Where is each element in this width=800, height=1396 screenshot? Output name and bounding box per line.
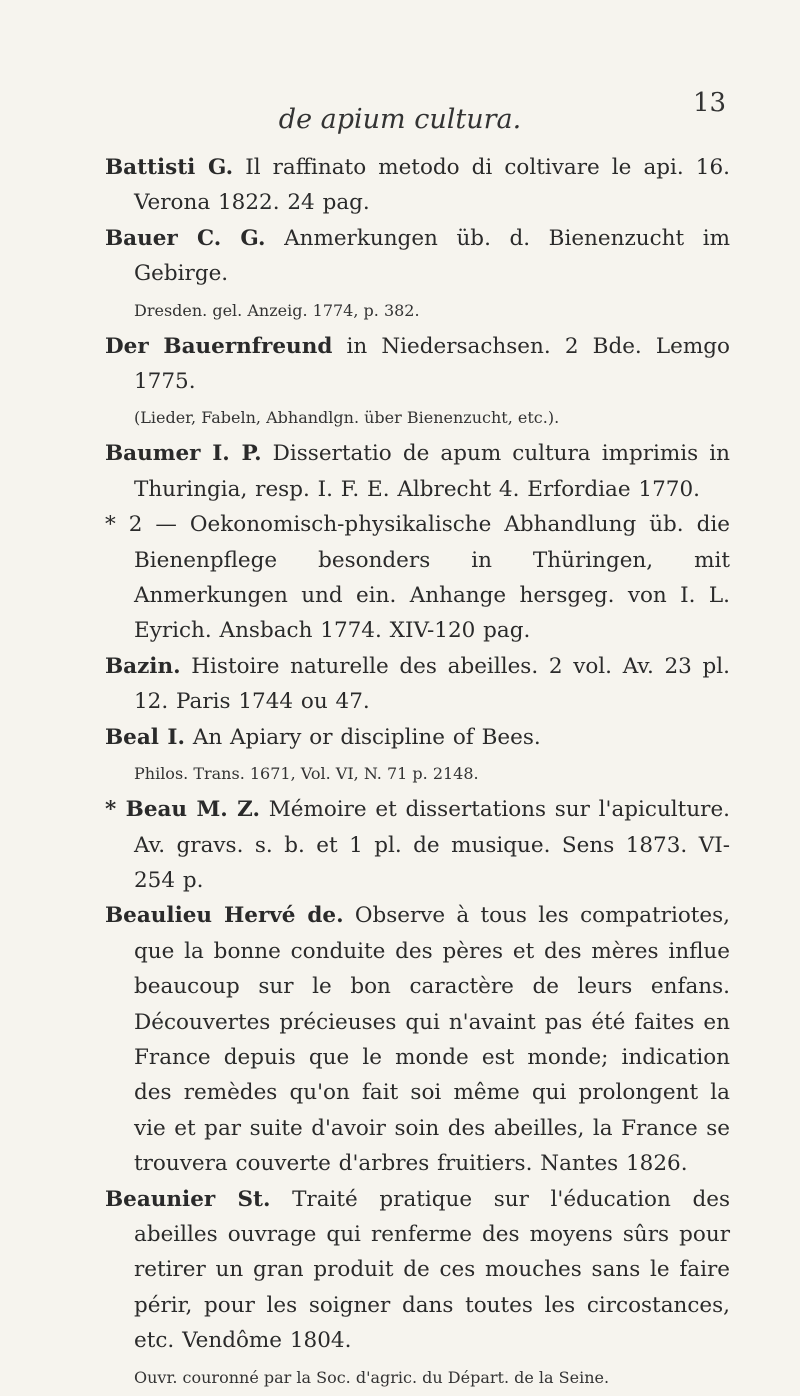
- bibliography-entry: [105, 649, 730, 720]
- entry-note: Philos. Trans. 1671, Vol. VI, N. 71 p. 2148.: [134, 764, 479, 784]
- entry-text: in Niedersachsen. 2 Bde. Lemgo 1775.: [134, 333, 730, 395]
- entry-author: Beal I.: [105, 724, 185, 750]
- page-number: 13: [693, 88, 727, 118]
- entry-note: Dresden. gel. Anzeig. 1774, p. 382.: [134, 300, 420, 320]
- entry-author: Bazin.: [105, 653, 181, 679]
- entry-text: Histoire naturelle des abeilles. 2 vol. Av. 23 pl. 12. Paris 1744 ou 47.: [134, 653, 730, 715]
- bibliography-entry: [105, 329, 730, 400]
- bibliography-entry: [105, 1182, 730, 1359]
- entry-author: Beaulieu Hervé de.: [105, 903, 344, 929]
- bibliography-entry: [105, 150, 730, 221]
- entry-text: * 2 — Oekonomisch-physikalische Abhandlung üb. die Bienenpflege besonders in Thüringen, mit Anmerkungen und ein. Anhange hersgeg. von I. L. Eyrich. Ansbach 1774. XIV-120 pag.: [105, 512, 730, 644]
- entry-author: * Beau M. Z.: [105, 797, 260, 823]
- entry-text: Dissertatio de apum cultura imprimis in Thuringia, resp. I. F. E. Albrecht 4. Erfordiae 1770.: [134, 441, 730, 502]
- bibliography-entry: [105, 792, 730, 898]
- bibliography-entry: [105, 221, 730, 292]
- running-title: de apium cultura.: [278, 104, 522, 135]
- entry-author: Battisti G.: [105, 155, 234, 180]
- entry-text: Traité pratique sur l'éducation des abeilles ouvrage qui renferme des moyens sûrs pour retirer un gran produit de ces mouches sans le faire périr, pour les soigner dans toutes les circostances, etc. Vendôme 1804.: [134, 1186, 730, 1354]
- bibliography-list: [105, 150, 730, 1396]
- entry-author: Bauer C. G.: [105, 225, 266, 251]
- entry-author: Baumer I. P.: [105, 441, 262, 467]
- bibliography-entry: [105, 720, 730, 755]
- entry-text: An Apiary or discipline of Bees.: [184, 724, 541, 750]
- bibliography-entry: [105, 898, 730, 1181]
- entry-text: Il raffinato metodo di coltivare le api. 16. Verona 1822. 24 pag.: [134, 155, 730, 216]
- entry-author: Beaunier St.: [105, 1186, 271, 1212]
- entry-text: Mémoire et dissertations sur l'apiculture. Av. gravs. s. b. et 1 pl. de musique. Sens 1873. VI-254 p.: [134, 797, 730, 893]
- entry-note: Ouvr. couronné par la Soc. d'agric. du Départ. de la Seine.: [134, 1367, 610, 1387]
- entry-note: (Lieder, Fabeln, Abhandlgn. über Bienenzucht, etc.).: [134, 408, 560, 428]
- bibliography-entry: [105, 507, 730, 649]
- entry-author: Der Bauernfreund: [105, 333, 333, 359]
- entry-text: Anmerkungen üb. d. Bienenzucht im Gebirge.: [134, 225, 731, 287]
- entry-text: Observe à tous les compatriotes, que la bonne conduite des pères et des mères influe beaucoup sur le bon caractère de leurs enfans. Découvertes précieuses qui n'avaint pas été faites en France depuis que le monde est monde; indication des remèdes qu'on fait soi même qui prolongent la vie et par suite d'avoir soin des abeilles, la France se trouvera couverte d'arbres fruitiers. Nantes 1826.: [134, 903, 731, 1177]
- bibliography-entry: [105, 436, 730, 507]
